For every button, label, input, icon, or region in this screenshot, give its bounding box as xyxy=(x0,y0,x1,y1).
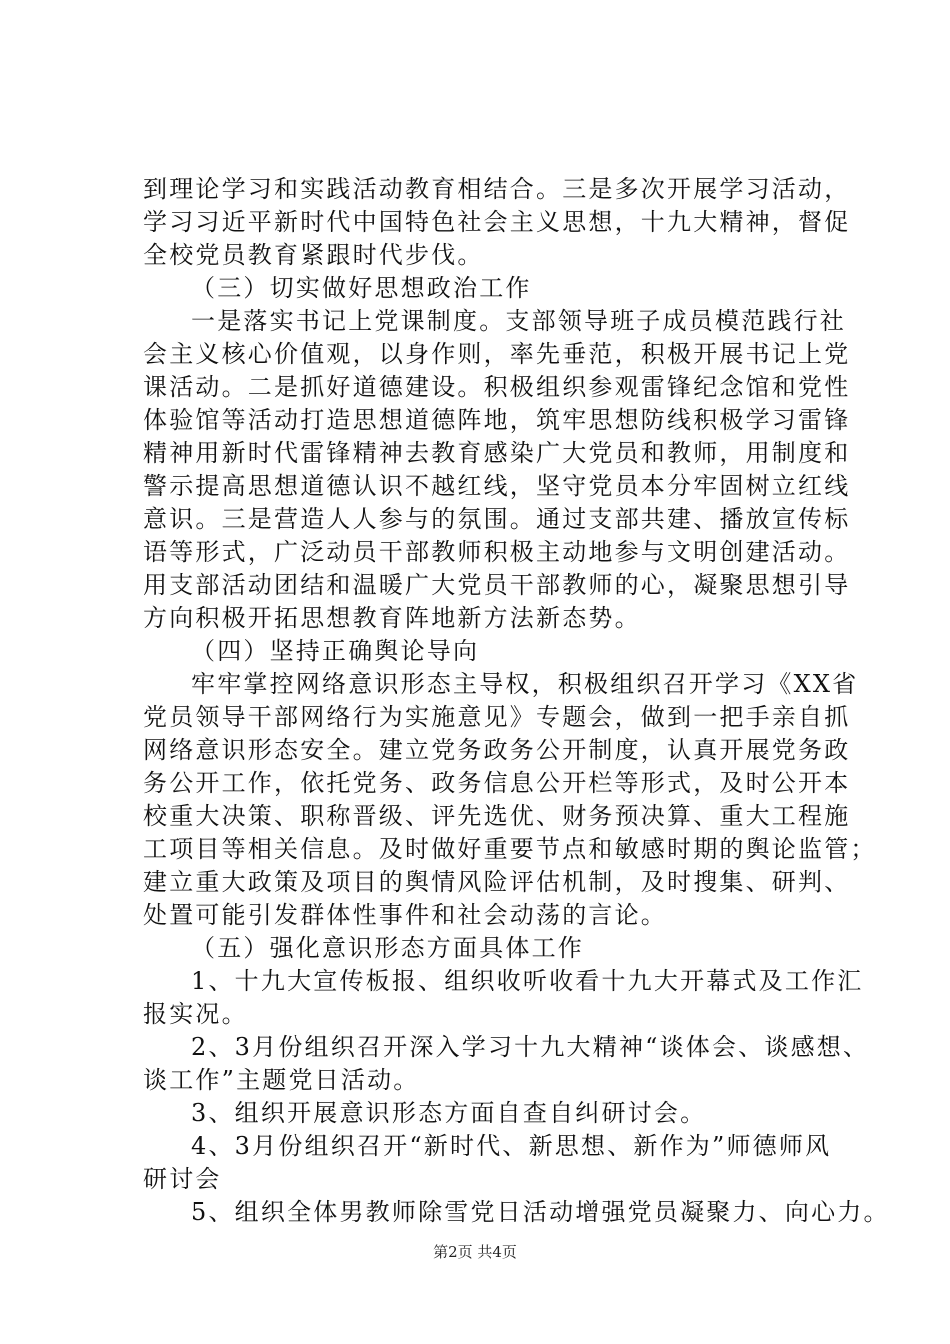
text-line: 建立重大政策及项目的舆情风险评估机制，及时搜集、研判、 xyxy=(143,868,851,896)
text-line: 课活动。二是抓好道德建设。积极组织参观雷锋纪念馆和党性 xyxy=(143,373,851,401)
text-line: 意识。三是营造人人参与的氛围。通过支部共建、播放宣传标 xyxy=(143,505,851,533)
list-item: 3、组织开展意识形态方面自查自纠研讨会。 xyxy=(191,1099,707,1127)
text-line: 方向积极开拓思想教育阵地新方法新态势。 xyxy=(143,604,641,632)
section-heading: （四）坚持正确舆论导向 xyxy=(191,637,480,665)
list-item: 1、十九大宣传板报、组织收听收看十九大开幕式及工作汇 xyxy=(191,967,864,995)
text-line: 全校党员教育紧跟时代步伐。 xyxy=(143,241,484,269)
page-number: 第2页 共4页 xyxy=(433,1243,517,1261)
text-line: 语等形式，广泛动员干部教师积极主动地参与文明创建活动。 xyxy=(143,538,851,566)
text-line: 工项目等相关信息。及时做好重要节点和敏感时期的舆论监管； xyxy=(143,835,877,863)
text-line: 体验馆等活动打造思想道德阵地，筑牢思想防线积极学习雷锋 xyxy=(143,406,851,434)
list-item: 5、组织全体男教师除雪党日活动增强党员凝聚力、向心力。 xyxy=(191,1198,890,1226)
text-line: 网络意识形态安全。建立党务政务公开制度，认真开展党务政 xyxy=(143,736,851,764)
text-line: 一是落实书记上党课制度。支部领导班子成员模范践行社 xyxy=(191,307,846,335)
text-line: 牢牢掌控网络意识形态主导权，积极组织召开学习《XX省 xyxy=(191,670,859,698)
section-heading: （三）切实做好思想政治工作 xyxy=(191,274,532,302)
list-item: 4、3月份组织召开“新时代、新思想、新作为”师德师风 xyxy=(191,1132,832,1160)
list-item-continuation: 报实况。 xyxy=(143,1000,248,1028)
text-line: 精神用新时代雷锋精神去教育感染广大党员和教师，用制度和 xyxy=(143,439,851,467)
text-line: 校重大决策、职称晋级、评先选优、财务预决算、重大工程施 xyxy=(143,802,851,830)
text-line: 用支部活动团结和温暖广大党员干部教师的心，凝聚思想引导 xyxy=(143,571,851,599)
text-line: 党员领导干部网络行为实施意见》专题会，做到一把手亲自抓 xyxy=(143,703,851,731)
text-line: 务公开工作，依托党务、政务信息公开栏等形式，及时公开本 xyxy=(143,769,851,797)
text-line: 学习习近平新时代中国特色社会主义思想，十九大精神，督促 xyxy=(143,208,851,236)
text-line: 警示提高思想道德认识不越红线，坚守党员本分牢固树立红线 xyxy=(143,472,851,500)
section-heading: （五）强化意识形态方面具体工作 xyxy=(191,934,584,962)
text-line: 到理论学习和实践活动教育相结合。三是多次开展学习活动， xyxy=(143,175,851,203)
list-item-continuation: 研讨会 xyxy=(143,1165,222,1193)
text-line: 会主义核心价值观，以身作则，率先垂范，积极开展书记上党 xyxy=(143,340,851,368)
text-line: 处置可能引发群体性事件和社会动荡的言论。 xyxy=(143,901,667,929)
list-item: 2、3月份组织召开深入学习十九大精神“谈体会、谈感想、 xyxy=(191,1033,870,1061)
list-item-continuation: 谈工作”主题党日活动。 xyxy=(143,1066,420,1094)
